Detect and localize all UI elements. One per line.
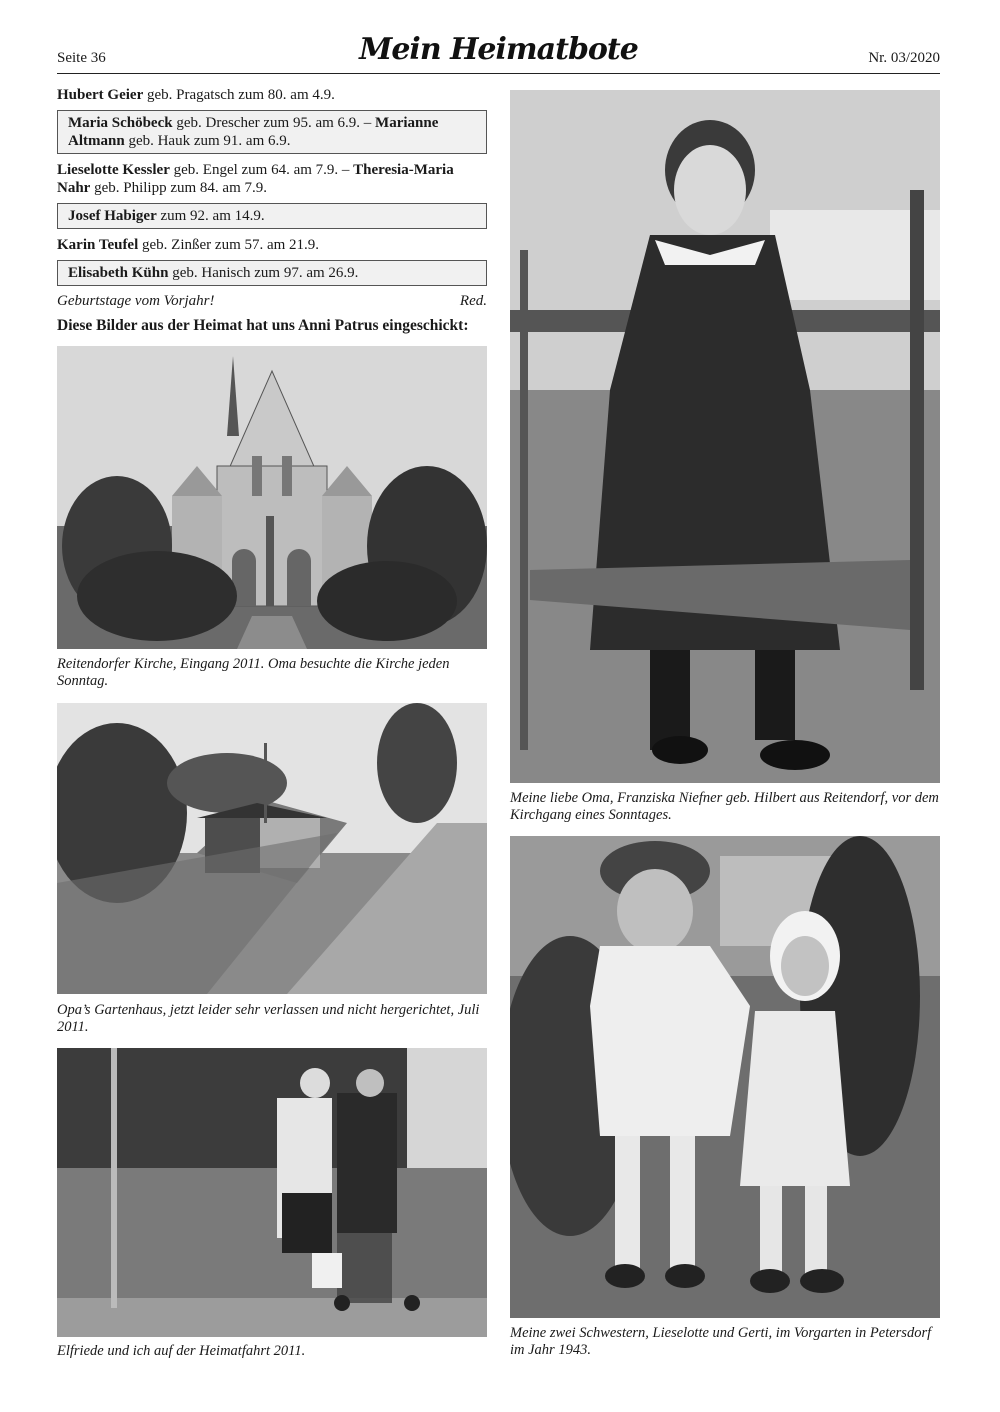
birthday-list xyxy=(57,86,487,335)
sisters-caption: Meine zwei Schwestern, Lieselotte und Gerti, im Vorgarten in Petersdorf im Jahr 1943. xyxy=(510,1325,932,1358)
church-photo xyxy=(57,346,487,649)
birthday-name: Elisabeth Kühn xyxy=(68,265,169,281)
birthday-entry xyxy=(57,236,487,254)
editor-mark: Red. xyxy=(459,293,487,309)
page-number: Seite 36 xyxy=(57,50,106,66)
birthday-details: geb. Zinßer zum 57. am 21.9. xyxy=(138,237,320,253)
sisters-photo xyxy=(510,836,940,1318)
issue-number: Nr. 03/2020 xyxy=(868,50,940,66)
oma-photo xyxy=(510,90,940,783)
birthday-details: geb. Drescher zum 95. am 6.9. – xyxy=(172,115,376,131)
birthday-name: Theresia-Maria Nahr xyxy=(57,162,454,196)
birthday-name: Maria Schöbeck xyxy=(68,115,173,131)
birthday-details: geb. Hanisch zum 97. am 26.9. xyxy=(168,265,359,281)
page-header xyxy=(57,30,940,74)
birthday-name: Josef Habiger xyxy=(68,208,157,224)
birthday-details: geb. Hauk zum 91. am 6.9. xyxy=(124,133,291,149)
birthday-name: Hubert Geier xyxy=(57,87,144,103)
elfriede-photo xyxy=(57,1048,487,1337)
birthday-details: geb. Pragatsch zum 80. am 4.9. xyxy=(143,87,335,103)
gardenhouse-photo xyxy=(57,703,487,994)
birthday-entry-boxed xyxy=(57,203,487,229)
birthday-details: zum 92. am 14.9. xyxy=(156,208,265,224)
birthday-name: Marianne Altmann xyxy=(68,115,439,149)
birthday-details: geb. Philipp zum 84. am 7.9. xyxy=(90,180,267,196)
birthday-note xyxy=(57,293,487,313)
birthday-entry xyxy=(57,161,487,197)
masthead-logo: Mein Heimatbote xyxy=(359,32,638,67)
birthday-details: geb. Engel zum 64. am 7.9. – xyxy=(169,162,354,178)
birthday-entry xyxy=(57,86,487,104)
oma-caption: Meine liebe Oma, Franziska Niefner geb. Hilbert aus Reitendorf, vor dem Kirchgang eines Sonntages. xyxy=(510,790,939,823)
gardenhouse-caption: Opa’s Gartenhaus, jetzt leider sehr verlassen und nicht hergerichtet, Juli 2011. xyxy=(57,1002,480,1035)
birthday-name: Lieselotte Kessler xyxy=(57,162,170,178)
birthday-entry-boxed xyxy=(57,260,487,286)
birthday-name: Karin Teufel xyxy=(57,237,139,253)
photos-intro: Diese Bilder aus der Heimat hat uns Anni Patrus eingeschickt: xyxy=(57,317,469,334)
elfriede-caption: Elfriede und ich auf der Heimatfahrt 2011. xyxy=(57,1343,306,1359)
church-caption: Reitendorfer Kirche, Eingang 2011. Oma besuchte die Kirche jeden Sonntag. xyxy=(57,656,450,689)
birthday-entry-boxed xyxy=(57,110,487,154)
note-text: Geburtstage vom Vorjahr! xyxy=(57,293,215,309)
